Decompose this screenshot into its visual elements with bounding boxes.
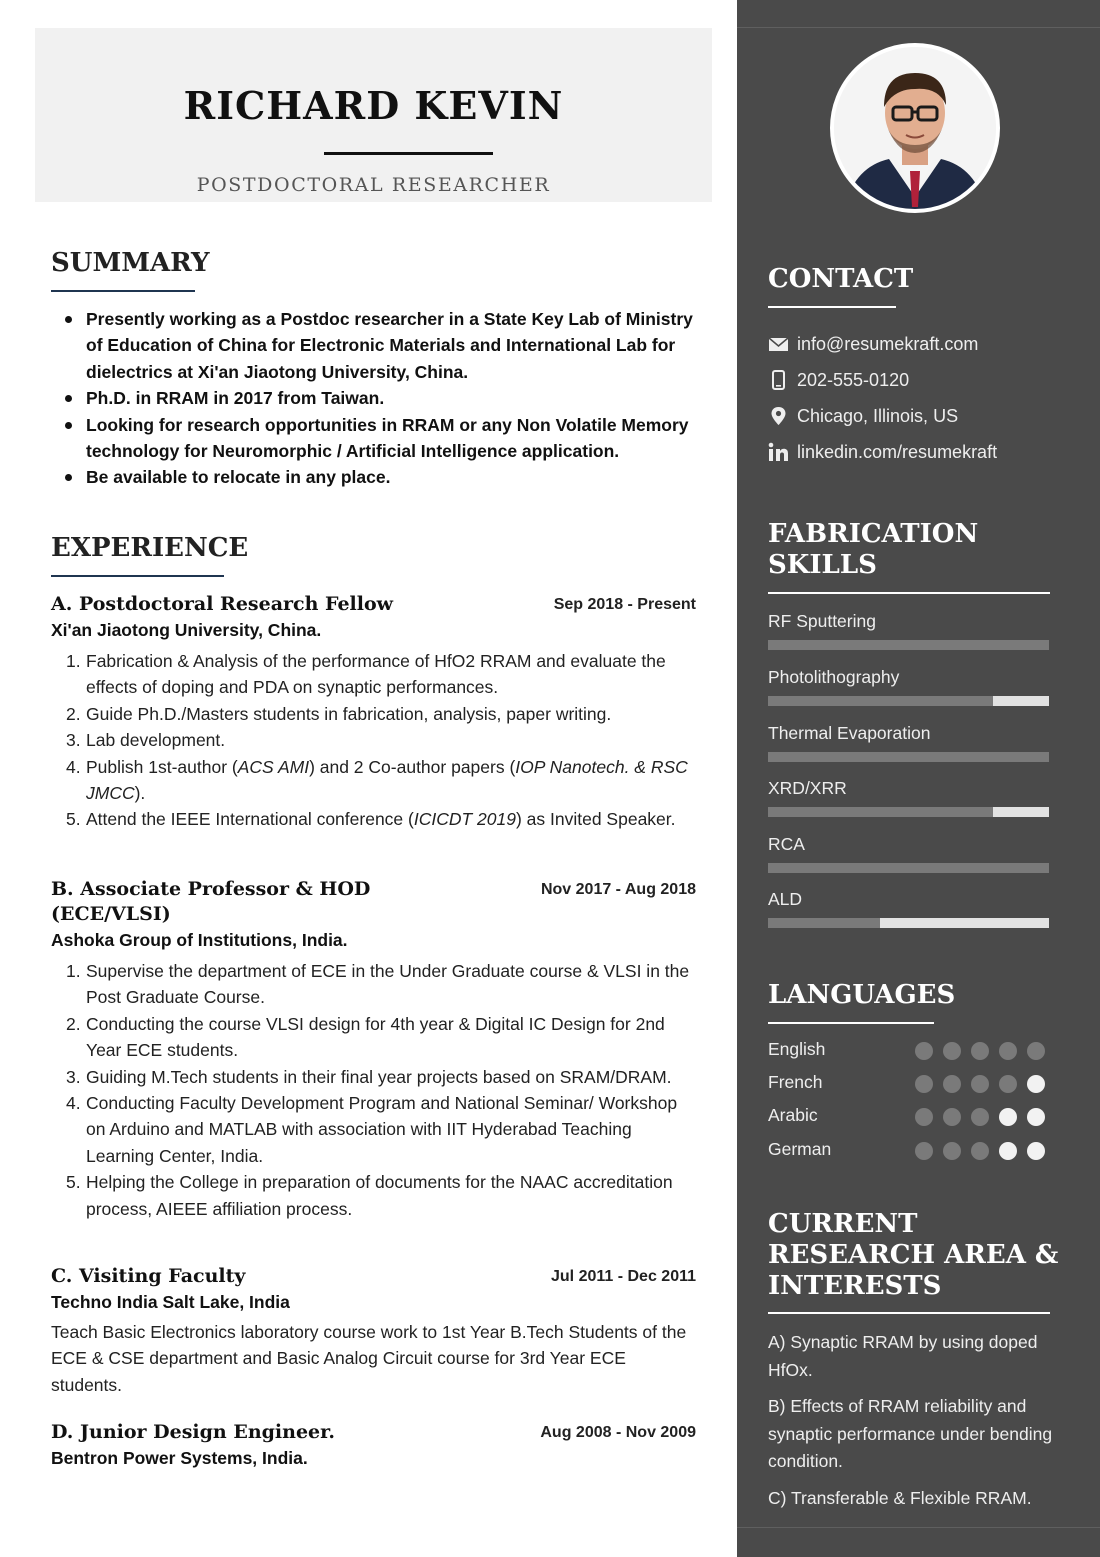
- rating-dot: [943, 1142, 961, 1160]
- research-heading-rule: [768, 1312, 1050, 1314]
- contact-email[interactable]: info@resumekraft.com: [797, 334, 979, 354]
- duty-number: 2.: [66, 703, 81, 724]
- skill-bar-remainder: [993, 696, 1049, 706]
- summary-heading-rule: [51, 290, 195, 292]
- duty-text-italic: IOP Nanotech. & RSC JMCC: [86, 756, 688, 804]
- job-duty: [51, 1011, 696, 1064]
- skill-bar-remainder: [993, 807, 1049, 817]
- languages-heading: LANGUAGES: [768, 980, 956, 1010]
- job-duty: [51, 1169, 696, 1222]
- job-duty: [51, 958, 696, 1011]
- skill-name: Photolithography: [768, 667, 900, 687]
- duty-number: 3.: [66, 1066, 81, 1087]
- job-entry: [51, 1264, 696, 1398]
- research-item: B) Effects of RRAM reliability and synaptic performance under bending condition.: [768, 1396, 1053, 1471]
- skills-heading-rule: [768, 592, 1050, 594]
- duty-number: 5.: [66, 1172, 81, 1193]
- rating-dot: [915, 1108, 933, 1126]
- duty-text-part: Attend the IEEE International conference (: [86, 809, 414, 830]
- job-duty: [51, 727, 696, 753]
- skills-heading: [768, 519, 978, 581]
- skill-name: RF Sputtering: [768, 611, 876, 631]
- research-heading-line: RESEARCH AREA &: [768, 1240, 1059, 1270]
- rating-dot: [1027, 1108, 1045, 1126]
- duty-text: Guiding M.Tech students in their final year projects based on SRAM/DRAM.: [86, 1066, 672, 1087]
- duty-text-part: ) and 2 Co-author papers (: [309, 756, 516, 777]
- candidate-role: POSTDOCTORAL RESEARCHER: [196, 174, 551, 196]
- job-organization: Ashoka Group of Institutions, India.: [51, 930, 348, 950]
- duty-number: 4.: [66, 1093, 81, 1114]
- duty-text: Fabrication & Analysis of the performance of HfO2 RRAM and evaluate the effects of doping and PDA on synaptic performances.: [86, 651, 666, 698]
- job-date: Aug 2008 - Nov 2009: [540, 1424, 696, 1441]
- summary-item: Ph.D. in RRAM in 2017 from Taiwan.: [86, 385, 696, 411]
- contact-heading: CONTACT: [768, 264, 914, 294]
- duty-text: Supervise the department of ECE in the Under Graduate course & VLSI in the Post Graduate Course.: [86, 961, 690, 1008]
- job-organization: Bentron Power Systems, India.: [51, 1448, 308, 1468]
- duty-text-italic: ICICDT 2019: [413, 809, 516, 830]
- job-duty: [51, 1090, 696, 1169]
- research-item: C) Transferable & Flexible RRAM.: [768, 1488, 1032, 1508]
- job-date: Jul 2011 - Dec 2011: [551, 1268, 696, 1285]
- skill-name: ALD: [768, 889, 803, 909]
- job-duty: [51, 1064, 696, 1090]
- duty-text-part: Publish 1st-author (: [86, 756, 238, 777]
- duty-number: 2.: [66, 1013, 81, 1034]
- job-duties: [51, 958, 696, 1222]
- duty-number: 3.: [66, 730, 81, 751]
- skill-bar: [768, 752, 1049, 762]
- rating-dot: [1027, 1042, 1045, 1060]
- job-duties: [51, 648, 696, 833]
- duty-text: Conducting Faculty Development Program and National Seminar/ Workshop on Arduino and MATLAB with association with IIT Hyderabad Teaching Learning Center, India.: [86, 1093, 678, 1166]
- rating-dot: [915, 1075, 933, 1093]
- rating-dot: [999, 1142, 1017, 1160]
- summary-item: Looking for research opportunities in RRAM or any Non Volatile Memory technology for Neuromorphic / Artificial Intelligence application.: [86, 412, 696, 465]
- language-rating: [915, 1142, 1048, 1160]
- duty-number: 1.: [66, 651, 81, 671]
- duty-number: 4.: [66, 756, 81, 777]
- job-date: Nov 2017 - Aug 2018: [540, 881, 696, 898]
- language-row: [768, 1072, 1049, 1096]
- contact-heading-rule: [768, 306, 896, 308]
- skill-bar: [768, 807, 1049, 817]
- contact-linkedin[interactable]: linkedin.com/resumekraft: [797, 442, 998, 462]
- duty-text: Conducting the course VLSI design for 4th year & Digital IC Design for 2nd Year ECE students.: [86, 1013, 665, 1061]
- research-heading-line: INTERESTS: [768, 1271, 942, 1301]
- linkedin-icon: [768, 442, 789, 462]
- rating-dot: [1027, 1142, 1045, 1160]
- phone-icon: [768, 370, 789, 390]
- research-heading: [768, 1209, 1058, 1302]
- language-rating: [915, 1075, 1048, 1093]
- duty-number: 5.: [66, 809, 81, 830]
- research-heading-line: CURRENT: [768, 1209, 918, 1239]
- skill-bar: [768, 863, 1049, 873]
- job-title: C. Visiting Faculty: [51, 1265, 246, 1287]
- summary-item: Be available to relocate in any place.: [86, 464, 696, 490]
- rating-dot: [915, 1042, 933, 1060]
- duty-text: Lab development.: [86, 730, 226, 751]
- job-date: Sep 2018 - Present: [553, 596, 696, 613]
- summary-list: [86, 306, 696, 491]
- contact-location: Chicago, Illinois, US: [797, 406, 959, 426]
- mail-icon: [768, 334, 789, 354]
- person-portrait-icon: [834, 47, 996, 209]
- job-organization: Techno India Salt Lake, India: [51, 1292, 290, 1312]
- job-duty: [51, 806, 696, 832]
- skill-bar-remainder: [880, 918, 1049, 928]
- skill-bar: [768, 640, 1049, 650]
- language-name: English: [768, 1039, 826, 1059]
- job-duty: [51, 648, 696, 701]
- rating-dot: [999, 1108, 1017, 1126]
- rating-dot: [971, 1075, 989, 1093]
- job-entry: [51, 877, 696, 1222]
- rating-dot: [971, 1108, 989, 1126]
- language-row: [768, 1139, 1049, 1163]
- skills-heading-line: SKILLS: [768, 550, 877, 580]
- language-name: German: [768, 1139, 832, 1159]
- duty-text-part: ).: [134, 783, 146, 804]
- job-description: Teach Basic Electronics laboratory course work to 1st Year B.Tech Students of the ECE & CSE department and Basic Analog Circuit course for 3rd Year ECE students.: [51, 1322, 687, 1395]
- name-underline: [324, 152, 493, 155]
- rating-dot: [943, 1075, 961, 1093]
- skill-name: Thermal Evaporation: [768, 723, 931, 743]
- job-title: B. Associate Professor & HOD (ECE/VLSI): [51, 878, 371, 925]
- rating-dot: [999, 1042, 1017, 1060]
- rating-dot: [999, 1075, 1017, 1093]
- rating-dot: [915, 1142, 933, 1160]
- duty-text: Guide Ph.D./Masters students in fabrication, analysis, paper writing.: [86, 703, 612, 724]
- language-row: [768, 1105, 1049, 1129]
- header-box: [35, 28, 712, 202]
- job-duty: [51, 754, 696, 807]
- language-row: [768, 1039, 1049, 1063]
- skill-bar: [768, 918, 1049, 928]
- skill-bar: [768, 696, 1049, 706]
- profile-photo: [830, 43, 1000, 213]
- job-title: D. Junior Design Engineer.: [51, 1421, 336, 1443]
- skill-name: XRD/XRR: [768, 778, 847, 798]
- rating-dot: [971, 1042, 989, 1060]
- sidebar: [737, 0, 1100, 1557]
- rating-dot: [943, 1108, 961, 1126]
- language-name: French: [768, 1072, 823, 1092]
- duty-text-part: ) as Invited Speaker.: [515, 809, 676, 830]
- summary-item: Presently working as a Postdoc researcher in a State Key Lab of Ministry of Education of China for Electronic Materials and International Lab for dielectrics at Xi'an Jiaotong University, China.: [86, 306, 696, 385]
- rating-dot: [943, 1042, 961, 1060]
- rating-dot: [971, 1142, 989, 1160]
- job-entry: [51, 592, 696, 833]
- location-pin-icon: [768, 406, 789, 426]
- sidebar-bottom-rule: [737, 1527, 1100, 1528]
- language-name: Arabic: [768, 1105, 818, 1125]
- job-entry: [51, 1420, 696, 1471]
- experience-heading: EXPERIENCE: [51, 533, 249, 563]
- skills-heading-line: FABRICATION: [768, 519, 979, 549]
- research-item: A) Synaptic RRAM by using doped HfOx.: [768, 1332, 1038, 1380]
- candidate-name: RICHARD KEVIN: [183, 83, 564, 128]
- duty-number: 1.: [66, 961, 81, 981]
- job-title: A. Postdoctoral Research Fellow: [51, 593, 394, 615]
- language-rating: [915, 1042, 1048, 1060]
- rating-dot: [1027, 1075, 1045, 1093]
- languages-heading-rule: [768, 1022, 934, 1024]
- experience-heading-rule: [51, 575, 224, 577]
- contact-phone[interactable]: 202-555-0120: [797, 370, 910, 390]
- sidebar-top-rule: [737, 27, 1100, 28]
- skill-name: RCA: [768, 834, 805, 854]
- language-rating: [915, 1108, 1048, 1126]
- job-organization: Xi'an Jiaotong University, China.: [51, 620, 322, 640]
- summary-heading: SUMMARY: [51, 248, 210, 278]
- job-duty: [51, 701, 696, 727]
- duty-text: Helping the College in preparation of documents for the NAAC accreditation process, AIEEE affiliation process.: [86, 1172, 673, 1219]
- duty-text-italic: ACS AMI: [237, 756, 310, 777]
